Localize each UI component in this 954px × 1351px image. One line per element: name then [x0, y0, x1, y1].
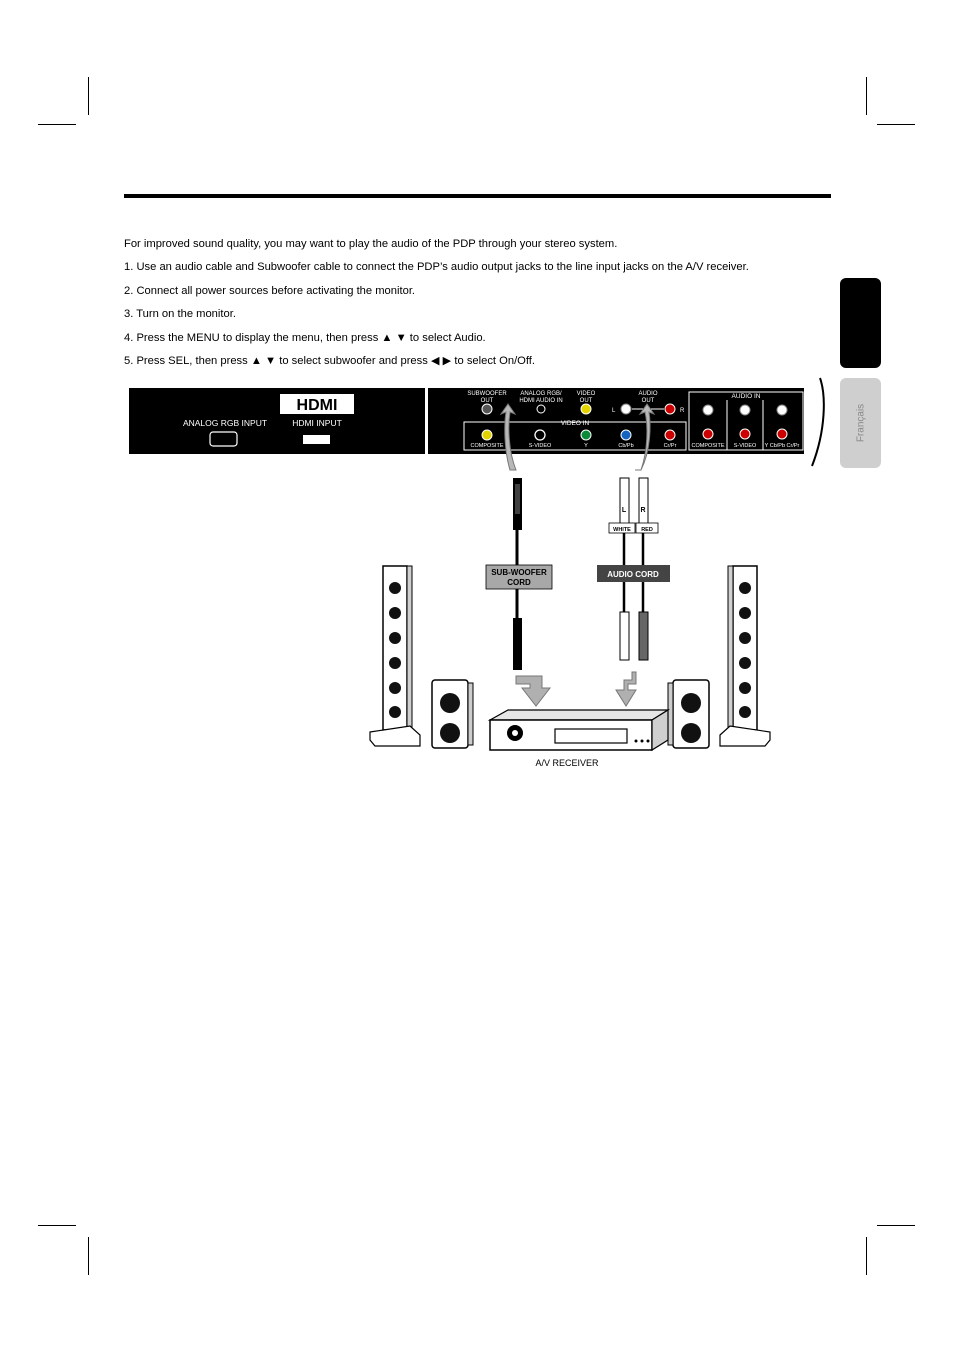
- receiver-label: A/V RECEIVER: [535, 758, 599, 768]
- hdmi-port-icon: [303, 435, 330, 444]
- audio-plug-l-top: [620, 478, 629, 528]
- svideo-jack: [535, 430, 545, 440]
- subwoofer-cord-label-2: CORD: [507, 578, 531, 587]
- audio-in-l2-jack: [740, 405, 750, 415]
- subwoofer-out-label-2: OUT: [480, 398, 494, 404]
- y-jack: [581, 430, 591, 440]
- audio-in-l1-jack: [703, 405, 713, 415]
- hdmi-logo: HDMI: [296, 397, 338, 414]
- language-tab-french-label: Français: [855, 403, 866, 443]
- cr-label: Cr/Pr: [663, 443, 677, 449]
- vga-port-icon: [210, 432, 237, 446]
- panel-edge-curve: [812, 378, 824, 466]
- crop-mark-br-v: [866, 1237, 867, 1275]
- receiver-arrow-right: [616, 672, 636, 706]
- composite-jack: [482, 430, 492, 440]
- white-tag-label: WHITE: [613, 527, 631, 533]
- audio-in-r3-jack: [777, 429, 787, 439]
- subwoofer-cord-label-1: SUB-WOOFER: [491, 568, 547, 577]
- step-5: 5. Press SEL, then press ▲ ▼ to select subwoofer and press ◀ ▶ to select On/Off.: [124, 355, 536, 367]
- tall-speaker-right: [720, 566, 770, 746]
- audio-in-ycbcr-label: Y Cb/Pb Cr/Pr: [764, 443, 800, 449]
- hdmi-input-label: HDMI INPUT: [292, 418, 342, 428]
- composite-label: COMPOSITE: [470, 443, 504, 449]
- plug-l-label: L: [621, 507, 627, 514]
- small-speaker-right: [668, 680, 709, 748]
- audio-plug-l-bottom: [620, 612, 629, 660]
- y-label: Y: [584, 443, 588, 449]
- analog-rgb-input-label: ANALOG RGB INPUT: [182, 418, 268, 428]
- subwoofer-out-jack: [482, 404, 492, 414]
- audio-cord-label: AUDIO CORD: [607, 570, 659, 579]
- red-tag-label: RED: [641, 527, 653, 533]
- left-panel: [129, 388, 425, 454]
- audio-plug-r-top: [639, 478, 648, 528]
- step-3: 3. Turn on the monitor.: [124, 308, 236, 320]
- audio-in-rgb-label-2: HDMI AUDIO IN: [519, 398, 563, 404]
- audio-plug-r-bottom: [639, 612, 648, 660]
- audio-in-r1-jack: [703, 429, 713, 439]
- cb-label: Cb/Pb: [618, 443, 634, 449]
- step-1: 1. Use an audio cable and Subwoofer cable to connect the PDP’s audio output jacks to the line input jacks on the A/V receiver.: [124, 261, 749, 273]
- audio-out-label-1: AUDIO: [638, 391, 658, 397]
- video-out-label-2: OUT: [579, 398, 593, 404]
- video-out-label-1: VIDEO: [576, 391, 596, 397]
- audio-out-r-jack: [665, 404, 675, 414]
- audio-in-label: AUDIO IN: [731, 393, 761, 400]
- audio-in-r2-jack: [740, 429, 750, 439]
- step-4: 4. Press the MENU to display the menu, then press ▲ ▼ to select Audio.: [124, 332, 486, 344]
- crop-mark-br-h: [877, 1225, 915, 1226]
- audio-in-rgb-jack: [537, 405, 545, 413]
- receiver-display: [555, 729, 627, 743]
- cb-jack: [621, 430, 631, 440]
- video-out-jack: [581, 404, 591, 414]
- tall-speaker-left: [370, 566, 420, 746]
- audio-in-svideo-label: S-VIDEO: [733, 443, 757, 449]
- audio-in-composite-label: COMPOSITE: [691, 443, 725, 449]
- audio-in-rgb-label-1: ANALOG RGB/: [520, 391, 562, 397]
- receiver-arrow-left: [516, 676, 550, 706]
- audio-out-l-jack: [621, 404, 631, 414]
- intro-text: For improved sound quality, you may want to play the audio of the PDP through your stereo system.: [124, 238, 618, 250]
- cr-jack: [665, 430, 675, 440]
- plug-r-label: R: [640, 507, 646, 514]
- subwoofer-plug-bottom: [513, 618, 522, 670]
- svideo-label: S-VIDEO: [528, 443, 552, 449]
- crop-mark-bl-v: [88, 1237, 89, 1275]
- audio-in-l3-jack: [777, 405, 787, 415]
- av-receiver: [490, 710, 668, 750]
- audio-out-label-2: OUT: [641, 398, 655, 404]
- step-2: 2. Connect all power sources before activating the monitor.: [124, 285, 416, 297]
- audio-out-l: L: [612, 408, 616, 414]
- crop-mark-bl-h: [38, 1225, 76, 1226]
- audio-out-r: R: [680, 408, 685, 414]
- small-speaker-left: [432, 680, 473, 748]
- video-in-label: VIDEO IN: [560, 420, 590, 427]
- subwoofer-out-label-1: SUBWOOFER: [467, 391, 507, 397]
